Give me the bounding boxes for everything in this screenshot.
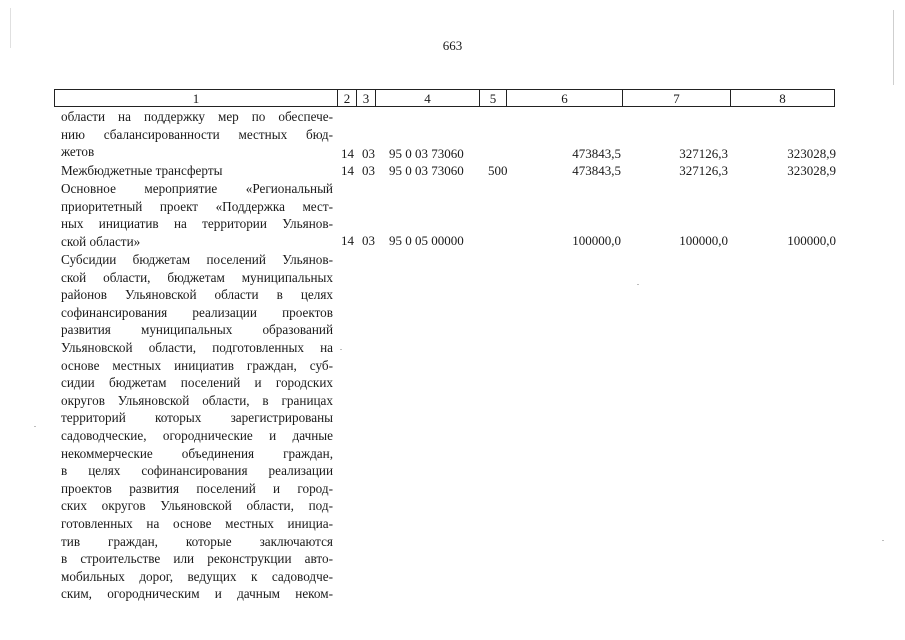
cell-pr: 03: [362, 163, 375, 178]
scan-speck: [637, 284, 639, 285]
description-line: округов Ульяновской области, в границах: [61, 392, 333, 408]
cell-value-2: 327126,3: [679, 146, 728, 161]
cell-value-2: 100000,0: [679, 233, 728, 248]
cell-value-3: 100000,0: [787, 233, 836, 248]
row-description: [61, 251, 333, 603]
cell-csr: 95 0 05 00000: [389, 233, 464, 248]
row-description: [61, 162, 333, 180]
cell-rz: 14: [341, 233, 354, 248]
cell-rz: 14: [341, 146, 354, 161]
description-line: ных инициатив на территории Ульянов-: [61, 216, 333, 232]
description-line: софинансирования реализации проектов: [61, 304, 333, 320]
cell-vr: 500: [488, 163, 508, 178]
description-line: ской области»: [61, 233, 141, 249]
header-col-8: 8: [731, 90, 835, 107]
description-line: территорий которых зарегистрированы: [61, 410, 333, 426]
description-line: нию сбалансированности местных бюд-: [61, 126, 333, 142]
description-line: ским, огородническим и дачным неком-: [61, 586, 333, 602]
row-description: [61, 180, 333, 250]
description-line: тив граждан, которые заключаются: [61, 533, 333, 549]
description-line: в строительстве или реконструкции авто-: [61, 551, 333, 567]
cell-value-1: 473843,5: [572, 163, 621, 178]
cell-value-1: 473843,5: [572, 146, 621, 161]
cell-csr: 95 0 03 73060: [389, 146, 464, 161]
row-description: [61, 108, 333, 161]
description-line: некоммерческие объединения граждан,: [61, 445, 333, 461]
cell-pr: 03: [362, 233, 375, 248]
description-line: приоритетный проект «Поддержка мест-: [61, 198, 333, 214]
cell-value-3: 323028,9: [787, 163, 836, 178]
description-line: Субсидии бюджетам поселений Ульянов-: [61, 252, 333, 267]
description-line: Межбюджетные трансферты: [61, 163, 223, 178]
header-col-7: 7: [623, 90, 731, 107]
description-line: ских округов Ульяновской области, под-: [61, 498, 333, 514]
description-line: проектов развития поселений и город-: [61, 480, 333, 496]
description-line: Основное мероприятие «Региональный: [61, 181, 333, 196]
cell-value-1: 100000,0: [572, 233, 621, 248]
cell-value-3: 323028,9: [787, 146, 836, 161]
scan-speck: [340, 349, 342, 350]
description-line: сидии бюджетам поселений и городских: [61, 375, 333, 391]
scan-speck: [34, 426, 36, 427]
scan-edge-line: [10, 8, 11, 48]
header-col-3: 3: [357, 90, 376, 107]
description-line: ской области, бюджетам муниципальных: [61, 269, 333, 285]
scan-speck: [882, 540, 884, 541]
description-line: жетов: [61, 144, 95, 160]
cell-pr: 03: [362, 146, 375, 161]
description-line: развития муниципальных образований: [61, 322, 333, 338]
description-line: области на поддержку мер по обеспече-: [61, 109, 333, 124]
table-header: [54, 89, 835, 107]
description-line: в целях софинансирования реализации: [61, 463, 333, 479]
cell-value-2: 327126,3: [679, 163, 728, 178]
description-line: мобильных дорог, ведущих к садоводче-: [61, 568, 333, 584]
cell-csr: 95 0 03 73060: [389, 163, 464, 178]
header-col-4: 4: [376, 90, 480, 107]
description-line: готовленных на основе местных инициа-: [61, 515, 333, 531]
description-line: основе местных инициатив граждан, суб-: [61, 357, 333, 373]
page-number: 663: [442, 38, 463, 53]
header-col-5: 5: [480, 90, 507, 107]
scan-edge-line: [893, 10, 894, 85]
description-line: садоводческие, огороднические и дачные: [61, 427, 333, 443]
description-line: Ульяновской области, подготовленных на: [61, 339, 333, 355]
header-col-2: 2: [338, 90, 357, 107]
header-col-1: 1: [55, 90, 338, 107]
description-line: районов Ульяновской области в целях: [61, 287, 333, 303]
cell-rz: 14: [341, 163, 354, 178]
header-col-6: 6: [507, 90, 623, 107]
